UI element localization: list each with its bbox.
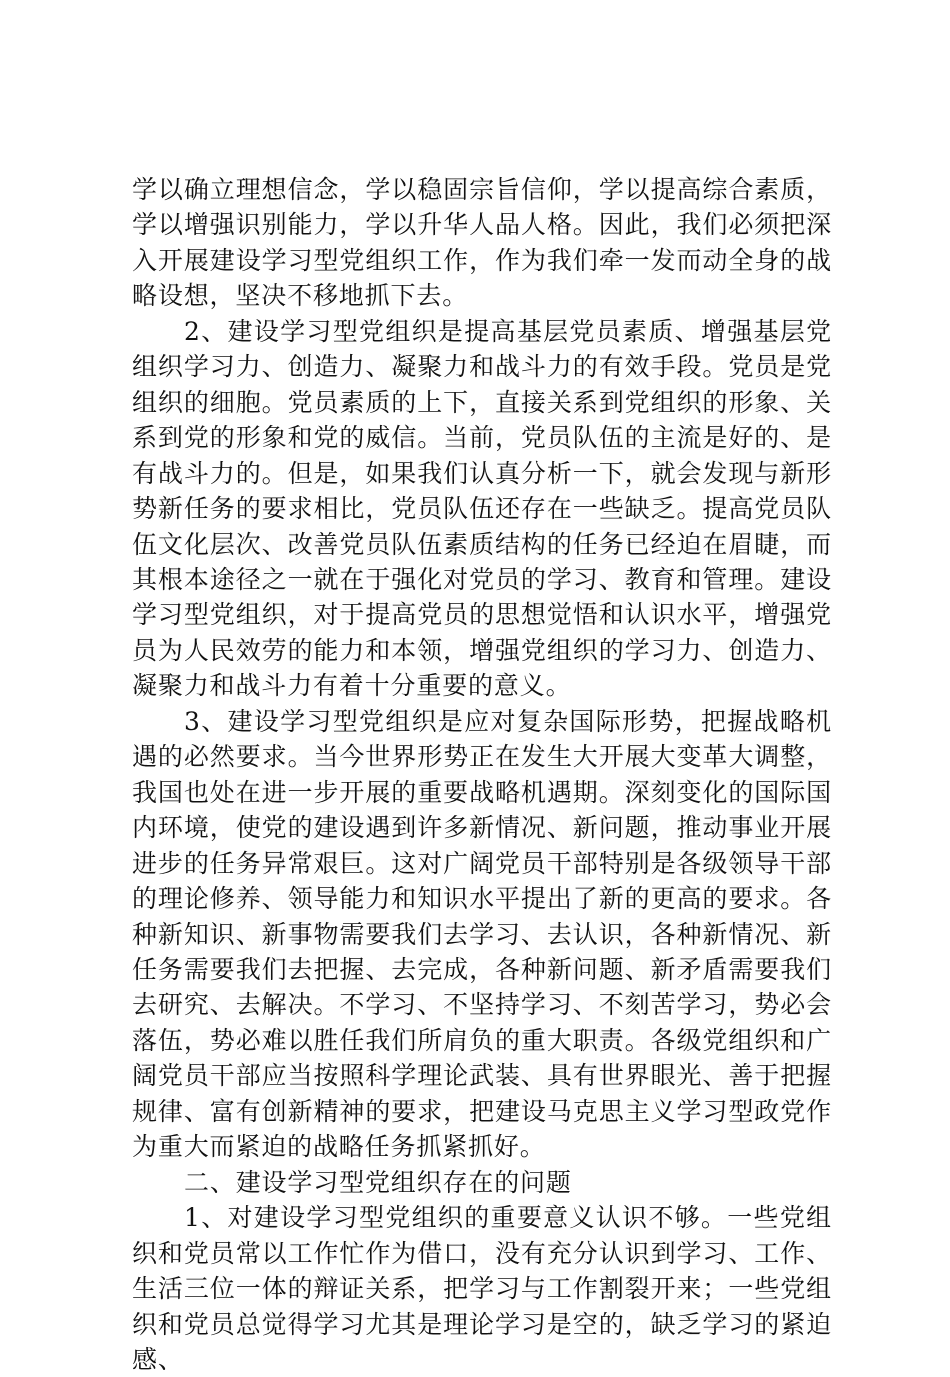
document-body: [132, 172, 832, 1377]
paragraph-problem-1: 1、对建设学习型党组织的重要意义认识不够。一些党组织和党员常以工作忙作为借口，没有充分认识到学习、工作、生活三位一体的辩证关系，把学习与工作割裂开来；一些党组织和党员总觉得学习尤其是理论学习是空的，缺乏学习的紧迫感、: [132, 1203, 832, 1374]
paragraph-continuation: 学以确立理想信念，学以稳固宗旨信仰，学以提高综合素质，学以增强识别能力，学以升华人品人格。因此，我们必须把深入开展建设学习型党组织工作，作为我们牵一发而动全身的战略设想，坚决不移地抓下去。: [132, 175, 832, 311]
paragraph-point-2: 2、建设学习型党组织是提高基层党员素质、增强基层党组织学习力、创造力、凝聚力和战斗力的有效手段。党员是党组织的细胞。党员素质的上下，直接关系到党组织的形象、关系到党的形象和党的威信。当前，党员队伍的主流是好的、是有战斗力的。但是，如果我们认真分析一下，就会发现与新形势新任务的要求相比，党员队伍还存在一些缺乏。提高党员队伍文化层次、改善党员队伍素质结构的任务已经迫在眉睫，而其根本途径之一就在于强化对党员的学习、教育和管理。建设学习型党组织，对于提高党员的思想觉悟和认识水平，增强党员为人民效劳的能力和本领，增强党组织的学习力、创造力、凝聚力和战斗力有着十分重要的意义。: [132, 316, 832, 701]
paragraph-point-3: 3、建设学习型党组织是应对复杂国际形势，把握战略机遇的必然要求。当今世界形势正在发生大开展大变革大调整，我国也处在进一步开展的重要战略机遇期。深刻变化的国际国内环境，使党的建设遇到许多新情况、新问题，推动事业开展进步的任务异常艰巨。这对广阔党员干部特别是各级领导干部的理论修养、领导能力和知识水平提出了新的更高的要求。各种新知识、新事物需要我们去学习、去认识，各种新情况、新任务需要我们去把握、去完成，各种新问题、新矛盾需要我们去研究、去解决。不学习、不坚持学习、不刻苦学习，势必会落伍，势必难以胜任我们所肩负的重大职责。各级党组织和广阔党员干部应当按照科学理论武装、具有世界眼光、善于把握规律、富有创新精神的要求，把建设马克思主义学习型政党作为重大而紧迫的战略任务抓紧抓好。: [132, 706, 832, 1162]
section-heading-problems: 二、建设学习型党组织存在的问题: [184, 1167, 572, 1197]
